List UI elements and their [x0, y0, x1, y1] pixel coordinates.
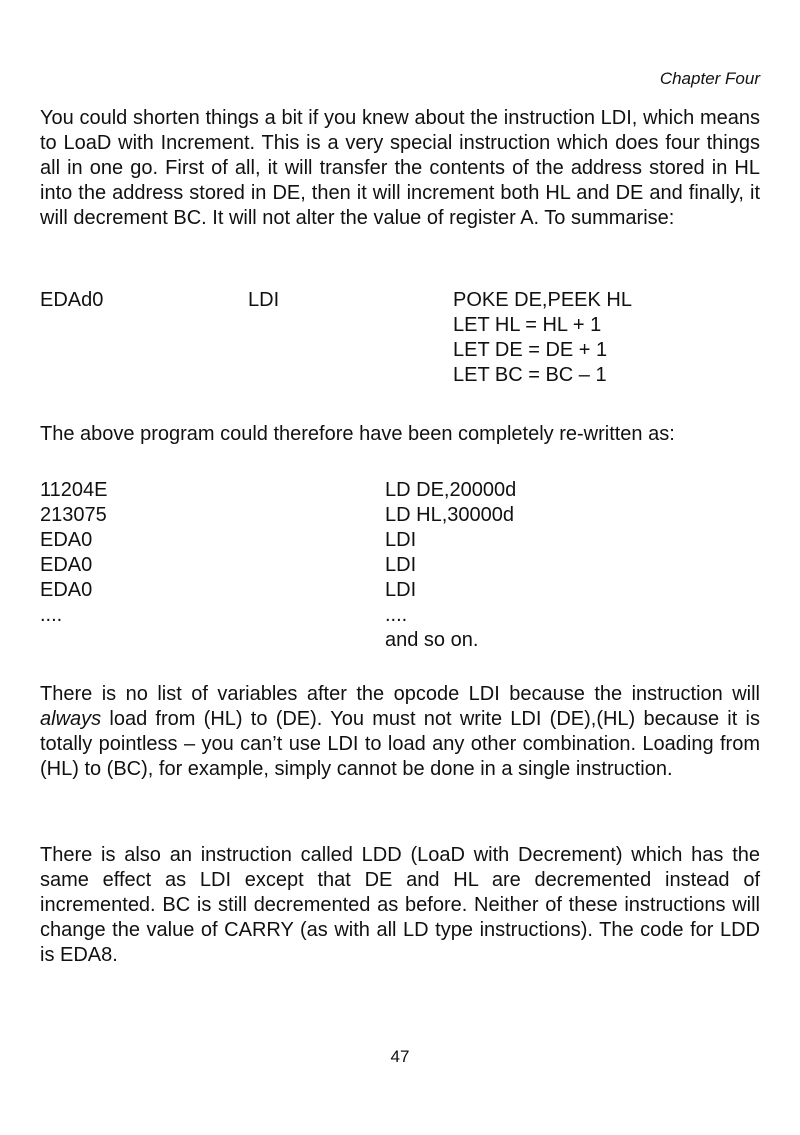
no-list-last-line: done in a single instruction. — [430, 758, 673, 780]
listing-machine-code: EDA0 — [40, 579, 93, 601]
listing-row — [40, 478, 760, 503]
no-variable-list-paragraph — [40, 682, 760, 782]
emphasis-always: always — [40, 708, 102, 730]
listing-machine-code: .... — [40, 604, 63, 626]
summary-basic-line: LET BC = BC – 1 — [453, 364, 607, 386]
listing-machine-code: 213075 — [40, 504, 107, 526]
page-number: 47 — [390, 1047, 410, 1066]
ldd-paragraph — [40, 843, 760, 968]
ldd-last-line: instructions). The code for LDD is EDA8. — [40, 919, 761, 966]
intro-last-line: not alter the value of register A. To summarise: — [262, 207, 675, 229]
summary-basic-line: LET DE = DE + 1 — [453, 339, 608, 361]
summary-row — [40, 363, 760, 388]
listing-instruction: LD DE,20000d — [385, 479, 517, 501]
listing-machine-code: EDA0 — [40, 529, 93, 551]
listing-instruction: and so on. — [385, 629, 479, 651]
listing-machine-code: 11204E — [40, 479, 108, 501]
ldd-text: There is also an instruction called LDD (LoaD with Decrement) which has the same effect as LDI except that DE and HL are decremented instead of incremented. BC is still decremented as before. Neither of these instructions will change the value of CARRY (as with all LD type — [40, 844, 760, 941]
summary-row — [40, 338, 760, 363]
intro-text: You could shorten things a bit if you knew about the instruction LDI, which means to LoaD with Increment. This is a very special instruction which does four things all in one go. First of all, it will transfer the contents of the address stored in HL into the address stored in DE, then it will increment both HL and DE and finally, it will decrement BC. It will — [40, 107, 760, 229]
summary-row — [40, 313, 760, 338]
summary-basic-line: POKE DE,PEEK HL — [453, 289, 632, 311]
summary-opcode: LDI — [248, 289, 280, 311]
program-listing — [40, 478, 760, 653]
listing-machine-code: EDA0 — [40, 554, 93, 576]
listing-instruction: LDI — [385, 529, 417, 551]
listing-instruction: .... — [385, 604, 408, 626]
listing-row — [40, 578, 760, 603]
listing-row — [40, 503, 760, 528]
summary-machine-code: EDAd0 — [40, 289, 104, 311]
listing-row — [40, 528, 760, 553]
listing-row — [40, 553, 760, 578]
listing-row — [40, 603, 760, 628]
chapter-header: Chapter Four — [659, 69, 760, 88]
listing-instruction: LD HL,30000d — [385, 504, 514, 526]
no-list-text-after: load from (HL) to (DE). You must not write LDI (DE),(HL) because it is totally pointless – you can’t use LDI to load any other combination. Loading from (HL) to (BC), for example, simply cannot be — [40, 708, 760, 780]
rewrite-intro-paragraph: The above program could therefore have been completely re-written as: — [40, 423, 675, 445]
no-list-text-before: There is no list of variables after the opcode LDI because the instruction will — [40, 683, 760, 705]
listing-instruction: LDI — [385, 579, 417, 601]
listing-instruction: LDI — [385, 554, 417, 576]
ldi-summary-table — [40, 288, 760, 388]
listing-row — [40, 628, 760, 653]
intro-paragraph — [40, 106, 760, 231]
summary-basic-line: LET HL = HL + 1 — [453, 314, 602, 336]
summary-row — [40, 288, 760, 313]
